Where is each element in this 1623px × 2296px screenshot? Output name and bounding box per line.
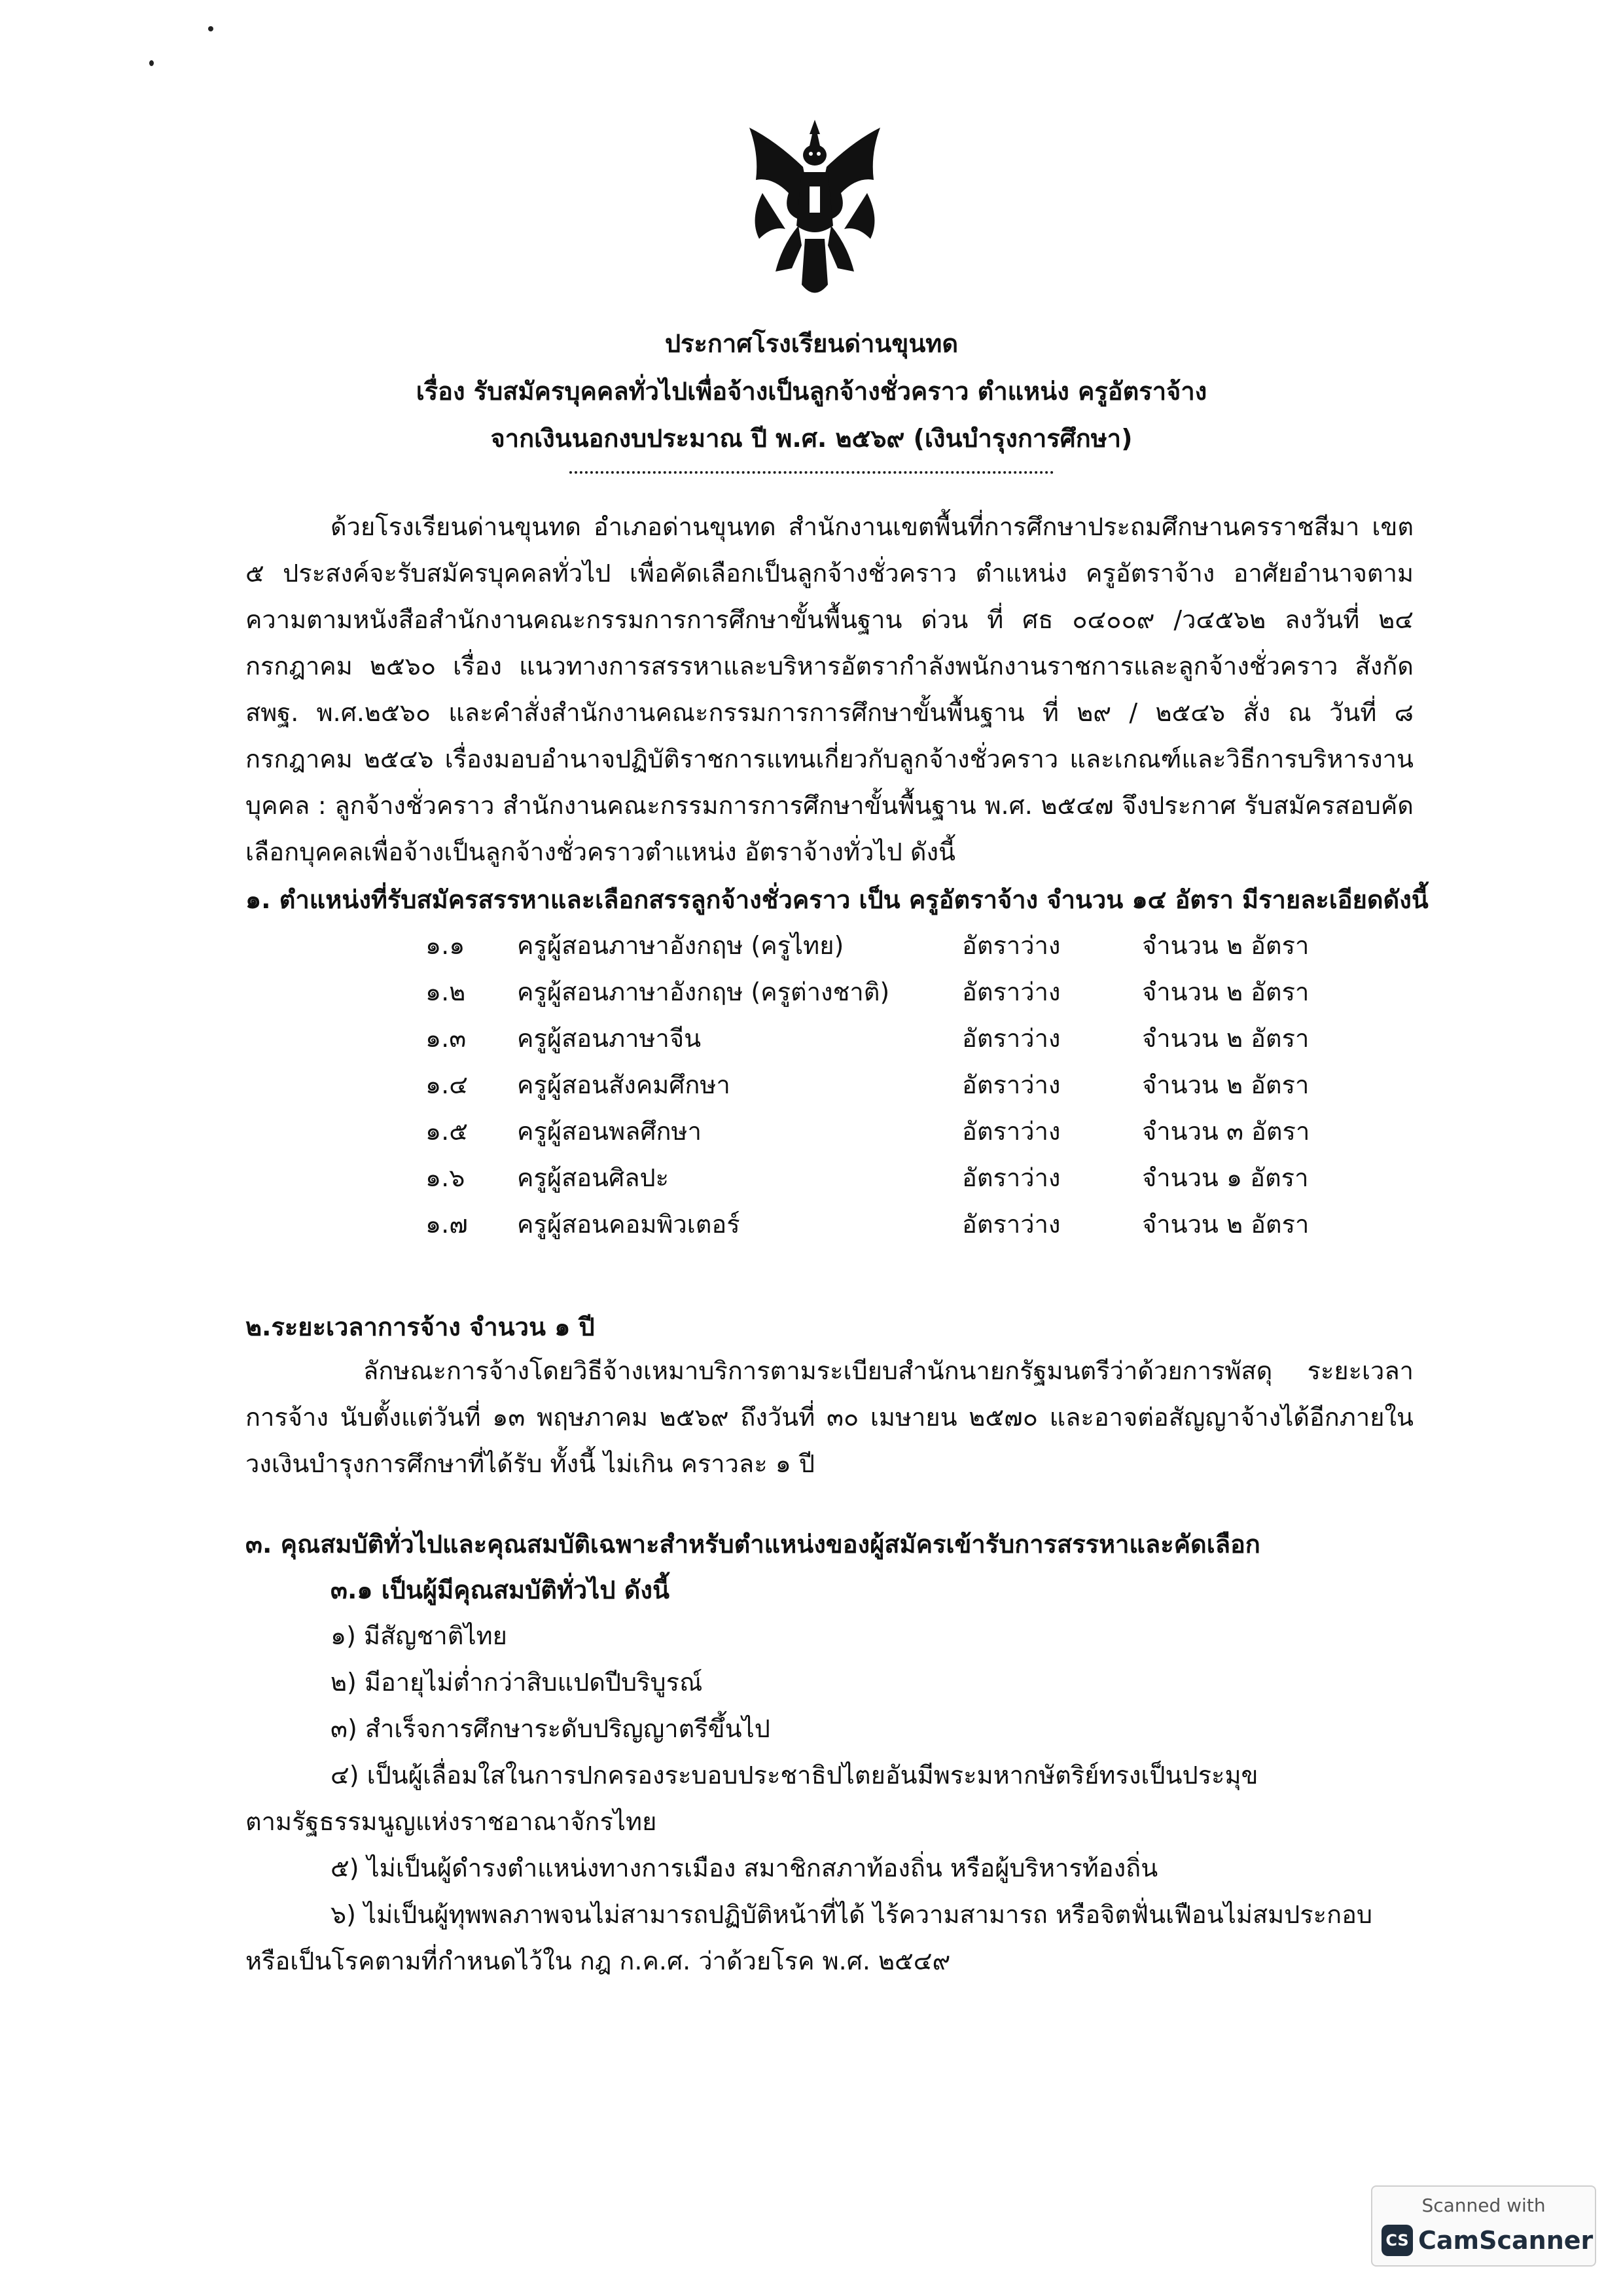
qualification-item: ๖) ไม่เป็นผู้ทุพพลภาพจนไม่สามารถปฏิบัติหน้าที่ได้ ไร้ความสามารถ หรือจิตฟั่นเฟือนไม่สมประกอบ bbox=[330, 1900, 1373, 1929]
position-status: อัตราว่าง bbox=[962, 978, 1061, 1006]
position-title: ครูผู้สอนภาษาอังกฤษ (ครูไทย) bbox=[517, 931, 844, 960]
camscanner-watermark bbox=[1371, 2185, 1596, 2267]
qualification-item-continued: หรือเป็นโรคตามที่กำหนดไว้ใน กฎ ก.ค.ศ. ว่าด้วยโรค พ.ศ. ๒๕๔๙ bbox=[245, 1947, 951, 1975]
position-count: จำนวน ๒ อัตรา bbox=[1142, 931, 1310, 960]
qualification-item: ๒) มีอายุไม่ต่ำกว่าสิบแปดปีบริบูรณ์ bbox=[330, 1668, 703, 1697]
position-title: ครูผู้สอนภาษาอังกฤษ (ครูต่างชาติ) bbox=[517, 978, 890, 1006]
position-status: อัตราว่าง bbox=[962, 1163, 1061, 1192]
position-number: ๑.๒ bbox=[425, 978, 466, 1006]
position-count: จำนวน ๒ อัตรา bbox=[1142, 1070, 1310, 1099]
position-count: จำนวน ๑ อัตรา bbox=[1142, 1163, 1309, 1192]
position-status: อัตราว่าง bbox=[962, 1210, 1061, 1239]
qualification-item: ๑) มีสัญชาติไทย bbox=[330, 1621, 507, 1650]
position-status: อัตราว่าง bbox=[962, 1024, 1061, 1053]
position-title: ครูผู้สอนพลศึกษา bbox=[517, 1117, 702, 1146]
qualification-item: ๓) สำเร็จการศึกษาระดับปริญญาตรีขึ้นไป bbox=[330, 1714, 770, 1743]
section-2-paragraph: ลักษณะการจ้างโดยวิธีจ้างเหมาบริการตามระเบียบสำนักนายกรัฐมนตรีว่าด้วยการพัสดุ ระยะเวลาการจ้าง นับตั้งแต่วันที่ ๑๓ พฤษภาคม ๒๕๖๙ ถึงวันที่ ๓๐ เมษายน ๒๕๗๐ และอาจต่อสัญญาจ้างได้อีกภายในวงเงินบำรุงการศึกษาที่ได้รับ ทั้งนี้ ไม่เกิน คราวละ ๑ ปี bbox=[245, 1356, 1414, 1478]
dotted-separator bbox=[569, 471, 1054, 474]
position-number: ๑.๓ bbox=[425, 1024, 467, 1053]
qualification-item: ๕) ไม่เป็นผู้ดำรงตำแหน่งทางการเมือง สมาชิกสภาท้องถิ่น หรือผู้บริหารท้องถิ่น bbox=[330, 1854, 1158, 1882]
position-title: ครูผู้สอนภาษาจีน bbox=[517, 1024, 702, 1053]
position-status: อัตราว่าง bbox=[962, 931, 1061, 960]
position-number: ๑.๑ bbox=[425, 931, 465, 960]
position-number: ๑.๖ bbox=[425, 1163, 465, 1192]
position-count: จำนวน ๒ อัตรา bbox=[1142, 1210, 1310, 1239]
intro-paragraph: ด้วยโรงเรียนด่านขุนทด อำเภอด่านขุนทด สำนักงานเขตพื้นที่การศึกษาประถมศึกษานครราชสีมา เขต ๕ ประสงค์จะรับสมัครบุคคลทั่วไป เพื่อคัดเลือกเป็นลูกจ้างชั่วคราว ตำแหน่ง ครูอัตราจ้าง อาศัยอำนาจตามความตามหนังสือสำนักงานคณะกรรมการการศึกษาขั้นพื้นฐาน ด่วน ที่ ศธ ๐๔๐๐๙ /ว๔๕๖๒ ลงวันที่ ๒๔ กรกฎาคม ๒๕๖๐ เรื่อง แนวทางการสรรหาและบริหารอัตรากำลังพนักงานราชการและลูกจ้างชั่วคราว สังกัด สพฐ. พ.ศ.๒๕๖๐ และคำสั่งสำนักงานคณะกรรมการการศึกษาขั้นพื้นฐาน ที่ ๒๙ / ๒๕๔๖ สั่ง ณ วันที่ ๘ กรกฎาคม ๒๕๔๖ เรื่องมอบอำนาจปฏิบัติราชการแทนเกี่ยวกับลูกจ้างชั่วคราว และเกณฑ์และวิธีการบริหารงานบุคคล : ลูกจ้างชั่วคราว สำนักงานคณะกรรมการการศึกษาขั้นพื้นฐาน พ.ศ. ๒๕๔๗ จึงประกาศ รับสมัครสอบคัดเลือกบุคคลเพื่อจ้างเป็นลูกจ้างชั่วคราวตำแหน่ง อัตราจ้างทั่วไป ดังนี้ bbox=[245, 512, 1414, 866]
section-1-heading: ๑. ตำแหน่งที่รับสมัครสรรหาและเลือกสรรลูกจ้างชั่วคราว เป็น ครูอัตราจ้าง จำนวน ๑๔ อัตรา มีรายละเอียดดังนี้ bbox=[245, 885, 1429, 914]
position-number: ๑.๗ bbox=[425, 1210, 468, 1239]
position-count: จำนวน ๒ อัตรา bbox=[1142, 1024, 1310, 1053]
qualification-item-continued: ตามรัฐธรรมนูญแห่งราชอาณาจักรไทย bbox=[245, 1807, 657, 1836]
announcement-budget: จากเงินนอกงบประมาณ ปี พ.ศ. ๒๕๖๙ (เงินบำรุงการศึกษา) bbox=[490, 424, 1133, 453]
position-title: ครูผู้สอนศิลปะ bbox=[517, 1163, 669, 1192]
announcement-subject: เรื่อง รับสมัครบุคคลทั่วไปเพื่อจ้างเป็นลูกจ้างชั่วคราว ตำแหน่ง ครูอัตราจ้าง bbox=[416, 377, 1207, 406]
watermark-caption: Scanned with bbox=[1421, 2195, 1546, 2216]
garuda-emblem-icon bbox=[736, 115, 893, 304]
scan-speck bbox=[208, 26, 213, 31]
section-3-heading: ๓. คุณสมบัติทั่วไปและคุณสมบัติเฉพาะสำหรับตำแหน่งของผู้สมัครเข้ารับการสรรหาและคัดเลือก bbox=[245, 1530, 1260, 1559]
watermark-brand: CamScanner bbox=[1418, 2226, 1594, 2255]
scan-speck bbox=[149, 60, 154, 66]
camscanner-logo-icon: CS bbox=[1382, 2225, 1413, 2256]
position-count: จำนวน ๓ อัตรา bbox=[1142, 1117, 1310, 1146]
position-status: อัตราว่าง bbox=[962, 1070, 1061, 1099]
position-title: ครูผู้สอนคอมพิวเตอร์ bbox=[517, 1210, 740, 1239]
position-status: อัตราว่าง bbox=[962, 1117, 1061, 1146]
position-count: จำนวน ๒ อัตรา bbox=[1142, 978, 1310, 1006]
qualification-item: ๔) เป็นผู้เลื่อมใสในการปกครองระบอบประชาธิปไตยอันมีพระมหากษัตริย์ทรงเป็นประมุข bbox=[330, 1761, 1258, 1790]
announcement-title: ประกาศโรงเรียนด่านขุนทด bbox=[664, 329, 959, 358]
position-title: ครูผู้สอนสังคมศึกษา bbox=[517, 1070, 730, 1099]
section-2-heading: ๒.ระยะเวลาการจ้าง จำนวน ๑ ปี bbox=[245, 1313, 595, 1341]
position-number: ๑.๕ bbox=[425, 1117, 468, 1146]
position-number: ๑.๔ bbox=[425, 1070, 468, 1099]
section-3-1-heading: ๓.๑ เป็นผู้มีคุณสมบัติทั่วไป ดังนี้ bbox=[330, 1576, 669, 1604]
